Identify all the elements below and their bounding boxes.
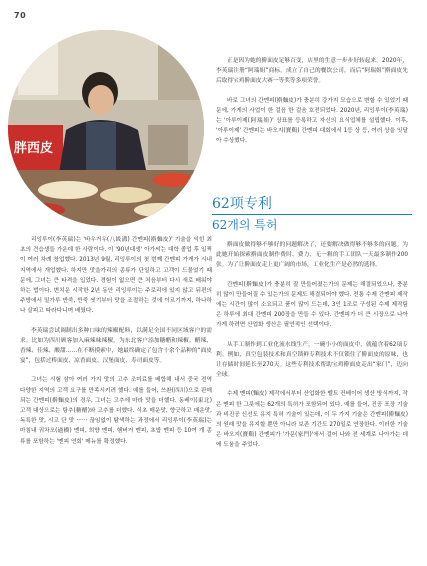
paragraph: 从手工制作到工业化流水线生产，一碗小小的面皮中，就蕴含着62项专利。例如，真空包装技术和真空锁鲜专利技术不仅锁住了擀面皮的原味，也让存储时间延长至270天。这些专利技术帮助宝鸡擀面皮走出“家门”，迈向全球。 [216,341,408,379]
paragraph: 擀面皮做得够不够好的问题解决了，还要解决做得够不够多的问题。为此她开始探索擀面皮制作费时、费力、无一粗的手工团队一天最多制作200张。为了让擀面皮走上更广阔的市场，工业化生产是必然的选择。 [216,242,408,269]
paragraph: 바로 그녀의 간멘피(擀麵皮)가 충분히 강가지 모습으로 변할 수 있었기 때문에, 가게의 사업이 한 걸음 한 걸음 호전되었다. 2020년, 리잉루이(李英瑞)는 '아루이제(阿瑞姐)' 상표를 등록하고 자신의 요식업체를 설립했다. 이후, '아루이제' 간멘피는 바오지(寶鷄) 간멘피 대회에서 1등 상 등, 여러 상을 잇달아 수상했다. [216,97,408,145]
right-top-column [216,56,408,156]
paragraph: 李英瑞尝试调制出多种口味的辣椒配料，以满足全国不同区域客户的需求。比如为四川顾客加入麻辣味辣椒，为东北客户添加糖醋和辣椒。醋辣、香辣、佳辣、酸甜……在不断摸索中，她最终确定了包含十余个品种的“面皮宴”，包括过桥面皮、凉香面皮、汉堡面皮、寿司面皮等。 [20,327,212,365]
paragraph: 正是因为她的擀面皮足够百变，店里的生意一步步好转起来。2020年，李英瑞注册“阿瑞姐”商标，成立了自己的餐饮公司，而后“阿瑞姐”擀面皮先后取得宝鸡擀面皮大赛一等奖等多项荣誉。 [216,58,408,85]
section-heading [212,196,412,233]
section-title-chinese: 62项专利 [212,196,272,212]
shop-sign-text: 胖西皮 [14,141,54,156]
paragraph: 간멘피(擀麵皮)가 충분히 잘 만들어졌는가의 문제는 해결되었으나, 충분히 많이 만들어질 수 있는가의 문제도 해결되어야 했다. 전통 수제 간멘피 제작에는 시간이 많이 소요되고 품이 많이 드는데, 3인 1조로 구성된 수제 제작팀은 하루에 최대 간멘피 200장을 만들 수 있다. 간멘피가 더 큰 시장으로 나아가게 하려면 산업화 생산은 필연적인 선택이다. [216,281,409,329]
page-number: 70 [14,11,27,20]
paragraph: 그녀는 시험 삼아 여러 가지 맛의 고추 조미료를 배합해 내서 중국 전역 다양한 지역의 고객 요구를 만족시키려 했다. 예를 들어, 쓰촨(四川)으로 판매되는 간멘피(擀麵皮)의 경우, 그녀는 고추에 마라 맛을 더했다. 동베이(東北)고객 대상으로는 탕추(糖醋)와 고추를 더했다. 식초 매운맛, 향긋하고 매운맛, 독특한 맛, 시고 단 맛 ······ 끊임없이 탐색하는 과정에서 리잉루이(李英瑞)는 마침내 궈차오(過橋) 멘피, 희향 멘피, 햄버거 멘피, 초밥 멘피 등 10여 개 종류를 포함하는 '멘피 연회' 메뉴를 확정했다. [20,377,212,445]
section-title-korean: 62개의 특허 [212,218,278,232]
left-column [20,235,212,456]
cook-photo [8,30,204,226]
right-bottom-column [216,240,408,460]
paragraph: 리잉루이(李英瑞)는 '바우거우(八級溝) 간멘피(擀麵皮)' 기술을 익힌 최초의 견습생들 가운데 한 사람이다. 이 '90년대생' 아가씨는 대학 졸업 후 일찍이 여러 차례 창업했다. 2013년 9월, 리잉루이의 첫 번째 간멘피 가게가 시내 지역에서 개업했다. 하지만 맛을가리의 종류가 단일하고 고객이 드물었기 때문에, 그녀는 큰 타격을 입었다. 경험이 없으면 큰 처음부터 다시 새로 배워야 하는 법이다. 변치운 시작한 2년 동안 리잉루이는 주로리에 있지 않고 뒤편의 주방에서 밀가루 반죽, 반죽 씻기부터 맛을 조절하는 것에 이르기까지, 하나하나 살피고 따라다니며 배웠다. [20,237,212,315]
title-divider [212,214,412,215]
paragraph: 수제 멘피(麵皮) 제작에서부터 산업화한 벨트 컨베이어 생산 방식까지, 작은 멘피 한 그릇에는 62개의 특허가 포함되어 있다. 예를 들어, 진공 포장 기술과 비진공 신선도 유지 특허 기술이 있는데, 이 두 가지 기술은 간멘피(擀麵皮)의 원래 맛을 유지할 뿐만 아니라 보존 기간도 270일로 연장한다. 이러한 기술은 바오지(寶鷄) 간멘피가 '가문(家門)'에서 걸어 나와 전 세계로 나아가는 데에 도움을 주었다. [216,391,408,449]
